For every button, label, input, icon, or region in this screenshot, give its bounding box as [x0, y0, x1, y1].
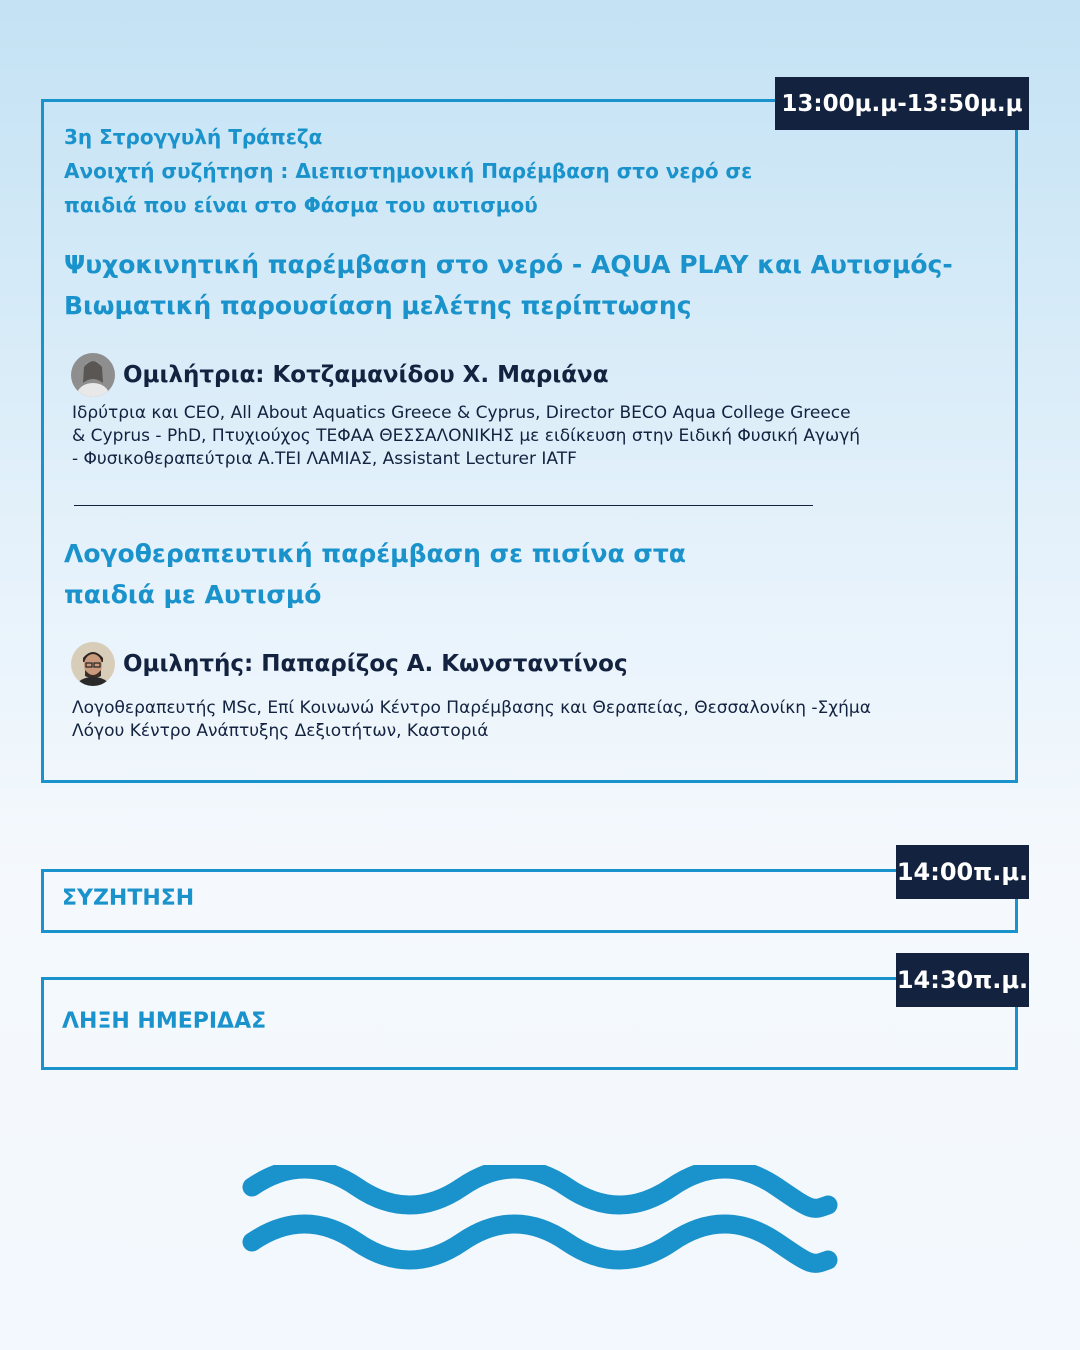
- talk-2-title-line: παιδιά με Αυτισμό: [64, 580, 322, 609]
- waves-icon: [240, 1165, 840, 1290]
- bio-line: - Φυσικοθεραπεύτρια Α.ΤΕΙ ΛΑΜΙΑΣ, Assistant Lecturer IATF: [72, 449, 577, 469]
- session-heading-line: Ανοιχτή συζήτηση : Διεπιστημονική Παρέμβαση στο νερό σε: [64, 159, 753, 183]
- divider: [74, 505, 813, 506]
- talk-1-title-line: Βιωματική παρουσίαση μελέτης περίπτωσης: [64, 291, 692, 320]
- discussion-time-badge: 14:00π.μ.: [896, 845, 1029, 899]
- talk-1-title: [64, 244, 953, 326]
- session-heading-line: παιδιά που είναι στο Φάσμα του αυτισμού: [64, 193, 538, 217]
- talk-2-speaker: [71, 642, 628, 686]
- speaker-name: Ομιλητής: Παπαρίζος Α. Κωνσταντίνος: [123, 651, 628, 677]
- closing-label: ΛΗΞΗ ΗΜΕΡΙΔΑΣ: [62, 1009, 267, 1034]
- bio-line: Λόγου Κέντρο Ανάπτυξης Δεξιοτήτων, Καστοριά: [72, 721, 489, 741]
- speaker-name: Ομιλήτρια: Κοτζαμανίδου Χ. Μαριάνα: [123, 362, 609, 388]
- bio-line: & Cyprus - PhD, Πτυχιούχος ΤΕΦΑΑ ΘΕΣΣΑΛΟΝΙΚΗΣ με ειδίκευση στην Ειδική Φυσική Αγωγή: [72, 426, 861, 446]
- closing-time-badge: 14:30π.μ.: [896, 953, 1029, 1007]
- discussion-label: ΣΥΖΗΤΗΣΗ: [62, 886, 195, 911]
- talk-2-title-line: Λογοθεραπευτική παρέμβαση σε πισίνα στα: [64, 539, 686, 568]
- talk-1-speaker: [71, 353, 609, 397]
- bio-line: Λογοθεραπευτής MSc, Επί Κοινωνώ Κέντρο Παρέμβασης και Θεραπείας, Θεσσαλονίκη -Σχήμα: [72, 698, 871, 718]
- closing-box: [41, 977, 1018, 1070]
- discussion-box: [41, 869, 1018, 933]
- speaker-avatar-male: [71, 642, 115, 686]
- talk-1-title-line: Ψυχοκινητική παρέμβαση στο νερό - AQUA PLAY και Αυτισμός-: [64, 250, 953, 279]
- talk-1-bio: [72, 402, 997, 471]
- session-heading-line: 3η Στρογγυλή Τράπεζα: [64, 125, 323, 149]
- speaker-avatar-female: [71, 353, 115, 397]
- session-box: [41, 99, 1018, 783]
- session-heading: [64, 120, 804, 222]
- talk-2-title: [64, 533, 686, 615]
- bio-line: Ιδρύτρια και CEO, All About Aquatics Greece & Cyprus, Director BECO Aqua College Greece: [72, 403, 851, 423]
- talk-2-bio: [72, 697, 997, 743]
- session-time-badge: 13:00μ.μ-13:50μ.μ: [775, 77, 1029, 130]
